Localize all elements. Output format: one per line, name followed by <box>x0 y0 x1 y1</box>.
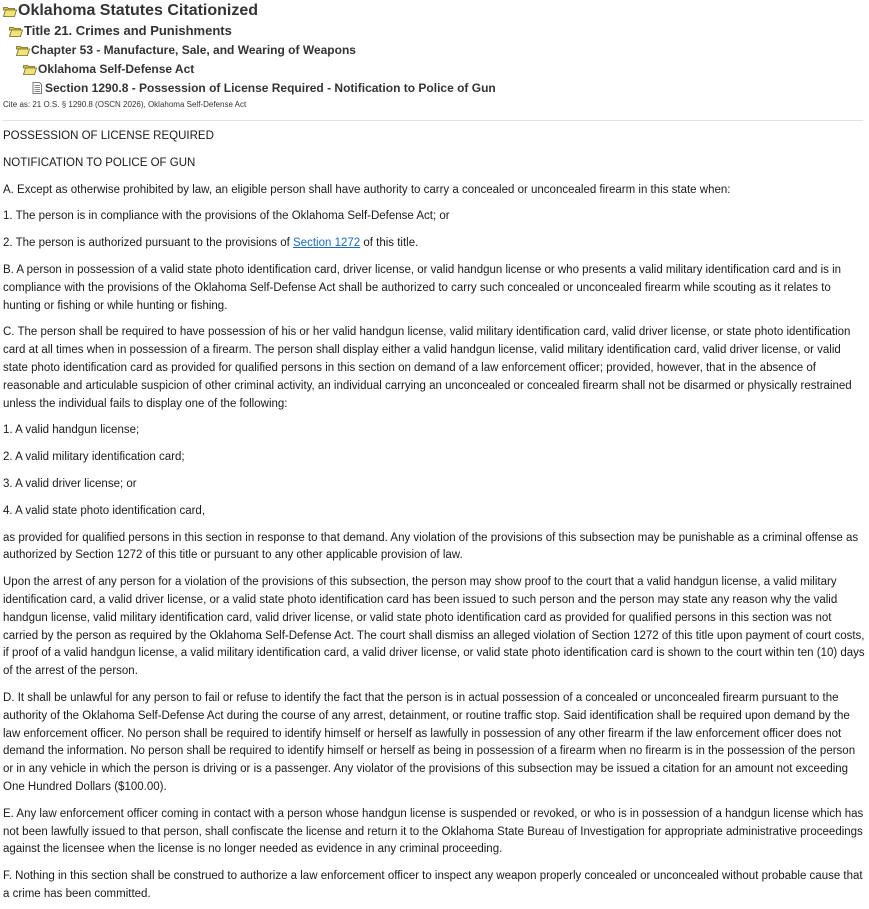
item-2-text-after: of this title. <box>360 237 419 250</box>
breadcrumb-tree <box>0 0 869 97</box>
tree-label-act: Oklahoma Self-Defense Act <box>38 61 195 76</box>
tree-label-root: Oklahoma Statutes Citationized <box>18 2 259 19</box>
subsection-f: F. Nothing in this section shall be construed to authorize a law enforcement officer to inspect any weapon properly concealed or unconcealed without probable cause that a crime has been committed. <box>3 870 863 900</box>
subsection-c: C. The person shall be required to have possession of his or her valid handgun license, valid military identification card, valid driver license, or state photo identification card at all times when in possession of a firearm. The person shall display either a valid handgun license, valid military identification card, valid driver license, or valid state photo identification card as provided for qualified persons in this section on demand of a law enforcement officer; provided, however, that in the absence of reasonable and articulable suspicion of other criminal activity, an individual carrying an unconcealed or concealed firearm shall not be disarmed or physically restrained unless the individual fails to display one of the following: <box>3 326 852 410</box>
subsection-c-arrest: Upon the arrest of any person for a violation of the provisions of this subsection, the person may show proof to the court that a valid handgun license, a valid military identification card, a valid driver license, or a valid state photo identification card has been issued to such person and the person may state any reason why the valid handgun license, valid military identification card, valid driver license, or valid state photo identification card as provided for qualified persons in this section was not carried by the person as required by the Oklahoma Self-Defense Act. The court shall dismiss an alleged violation of Section 1272 of this title upon payment of court costs, if proof of a valid handgun license, a valid military identification card, a valid driver license, or valid state photo identification card is shown to the court within ten (10) days of the arrest of the person. <box>3 576 865 678</box>
subsection-b: B. A person in possession of a valid state photo identification card, driver license, or valid handgun license or who presents a valid military identification card and is in compliance with the provisions of the Oklahoma Self-Defense Act shall be authorized to carry such concealed or unconcealed firearm while scouting as it relates to hunting or fishing or while hunting or fishing. <box>3 263 842 312</box>
tree-label-title: Title 21. Crimes and Punishments <box>24 23 232 38</box>
open-folder-icon <box>23 63 37 75</box>
tree-item-act[interactable] <box>23 59 869 78</box>
heading-possession: POSSESSION OF LICENSE REQUIRED <box>3 130 214 142</box>
subsection-a-item-1: 1. The person is in compliance with the provisions of the Oklahoma Self-Defense Act; or <box>3 210 450 223</box>
open-folder-icon <box>3 5 17 17</box>
item-2-text-before: 2. The person is authorized pursuant to the provisions of <box>3 237 294 250</box>
subsection-a: A. Except as otherwise prohibited by law, an eligible person shall have authority to carry a concealed or unconcealed firearm in this state when: <box>3 183 731 196</box>
tree-item-root[interactable] <box>3 1 869 21</box>
subsection-c-item-1: 1. A valid handgun license; <box>3 424 140 437</box>
divider <box>3 120 863 121</box>
subsection-c-item-3: 3. A valid driver license; or <box>3 477 137 490</box>
tree-item-chapter[interactable] <box>16 40 869 59</box>
tree-label-chapter: Chapter 53 - Manufacture, Sale, and Wearing of Weapons <box>31 42 356 57</box>
tree-item-title[interactable] <box>9 21 869 40</box>
subsection-c-tail: as provided for qualified persons in this section in response to that demand. Any violation of the provisions of this subsection may be punishable as a criminal offense as authorized by Section 1272 of this title or pursuant to any other applicable provision of law. <box>3 531 859 562</box>
heading-notification: NOTIFICATION TO POLICE OF GUN <box>3 156 196 169</box>
open-folder-icon <box>9 25 23 37</box>
subsection-e: E. Any law enforcement officer coming in contact with a person whose handgun license is suspended or revoked, or who is in possession of a handgun license which has not been lawfully issued to that person, shall confiscate the license and return it to the Oklahoma State Bureau of Investigation for appropriate administrative proceedings against the licensee when the license is no longer needed as evidence in any criminal proceeding. <box>3 807 864 856</box>
section-1272-link[interactable]: Section 1272 <box>293 237 361 250</box>
subsection-c-item-2: 2. A valid military identification card; <box>3 451 185 464</box>
open-folder-icon <box>16 44 30 56</box>
citation-line: Cite as: 21 O.S. § 1290.8 (OSCN 2026), Oklahoma Self-Defense Act <box>3 100 247 109</box>
subsection-c-item-4: 4. A valid state photo identification card, <box>3 504 206 517</box>
tree-label-section: Section 1290.8 - Possession of License Required - Notification to Police of Gun <box>45 80 496 95</box>
subsection-a-item-2 <box>3 235 866 253</box>
statute-body <box>0 128 869 904</box>
document-icon <box>30 82 44 94</box>
subsection-d: D. It shall be unlawful for any person to fail or refuse to identify the fact that the person is in actual possession of a concealed or unconcealed firearm pursuant to the authority of the Oklahoma Self-Defense Act during the course of any arrest, detainment, or routine traffic stop. Said identification shall be required upon demand by the law enforcement officer. No person shall be required to identify himself or herself as lawfully in possession of any other firearm if the law enforcement officer does not demand the information. No person shall be required to identify himself or herself as being in possession of a firearm when no firearm is in the possession of the person or in any vehicle in which the person is driving or is a passenger. Any violator of the provisions of this subsection may be issued a citation for an amount not exceeding One Hundred Dollars ($100.00). <box>3 691 856 793</box>
tree-item-section[interactable] <box>30 78 869 97</box>
